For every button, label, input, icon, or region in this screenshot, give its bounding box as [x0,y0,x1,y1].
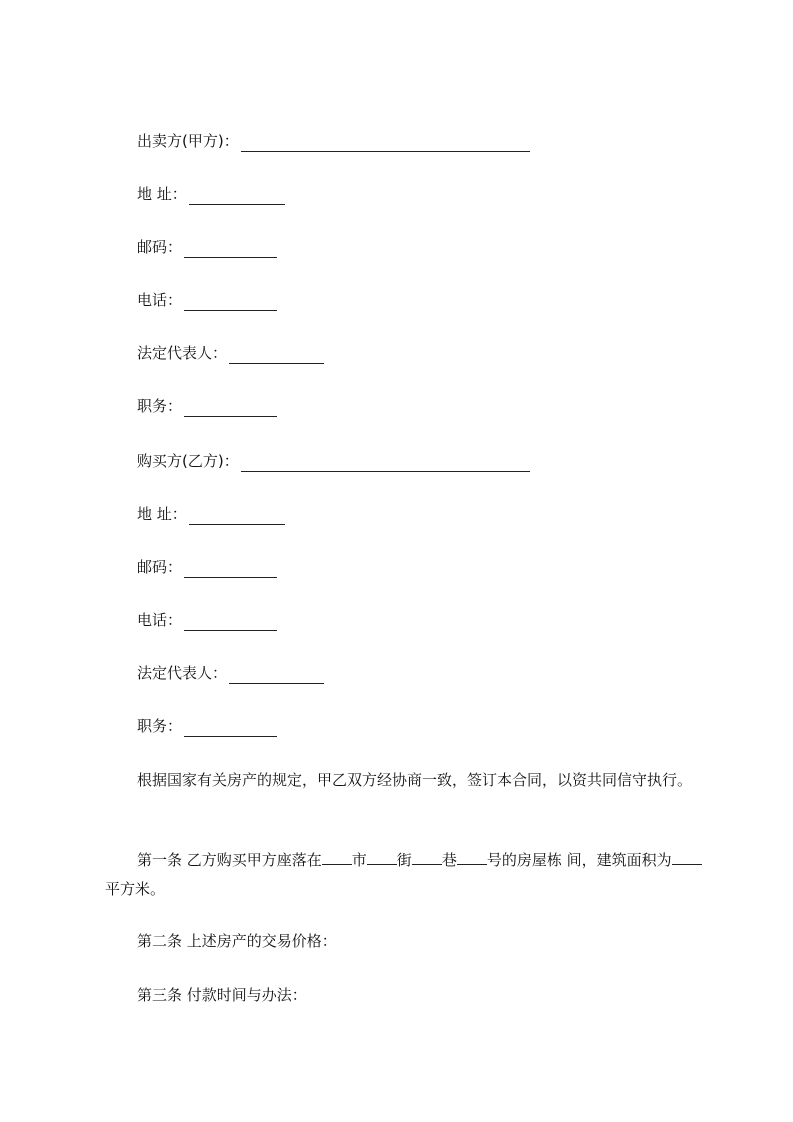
seller-phone-row [137,289,277,311]
buyer-postcode-blank[interactable] [184,560,277,578]
preamble-paragraph: 根据国家有关房产的规定，甲乙双方经协商一致，签订本合同，以资共同信守执行。 [137,771,693,789]
seller-party-blank[interactable] [241,134,530,152]
number-blank[interactable] [457,849,487,865]
seller-rep-row [137,342,324,364]
buyer-party-label: 购买方(乙方)： [137,452,239,470]
buyer-address-blank[interactable] [189,507,285,525]
buyer-phone-blank[interactable] [184,613,277,631]
seller-party-label: 出卖方(甲方)： [137,132,239,150]
buyer-rep-row [137,662,324,684]
buyer-rep-blank[interactable] [229,666,324,684]
city-blank[interactable] [322,849,352,865]
area-blank[interactable] [672,849,702,865]
article-1-text-5: 号的房屋栋 间，建筑面积为 [486,851,672,869]
seller-rep-blank[interactable] [229,346,324,364]
buyer-title-row [137,715,277,737]
seller-postcode-label: 邮码： [137,238,183,256]
seller-postcode-blank[interactable] [184,240,277,258]
buyer-title-blank[interactable] [184,719,277,737]
buyer-postcode-label: 邮码： [137,558,183,576]
buyer-address-label: 地 址： [137,505,187,523]
seller-address-row [137,183,285,205]
seller-address-label: 地 址： [137,185,187,203]
seller-address-blank[interactable] [189,187,285,205]
lane-blank[interactable] [412,849,442,865]
buyer-address-row [137,503,285,525]
buyer-title-label: 职务： [137,717,183,735]
seller-title-row [137,395,277,417]
seller-phone-blank[interactable] [184,293,277,311]
article-1-text-2: 市 [351,851,367,869]
seller-title-blank[interactable] [184,399,277,417]
seller-rep-label: 法定代表人： [137,344,228,362]
seller-title-label: 职务： [137,397,183,415]
article-3-heading: 第三条 付款时间与办法： [137,986,307,1004]
buyer-phone-label: 电话： [137,611,183,629]
seller-party-row [137,130,530,152]
article-1-text-4: 巷 [441,851,457,869]
article-1-paragraph [105,846,705,904]
article-2-heading: 第二条 上述房产的交易价格： [137,932,337,950]
buyer-party-blank[interactable] [241,454,530,472]
seller-phone-label: 电话： [137,291,183,309]
buyer-phone-row [137,609,277,631]
buyer-party-row [137,450,530,472]
article-1-text-1: 第一条 乙方购买甲方座落在 [137,851,322,869]
buyer-rep-label: 法定代表人： [137,664,228,682]
seller-postcode-row [137,236,277,258]
buyer-postcode-row [137,556,277,578]
article-1-text-3: 街 [396,851,412,869]
article-1-text-6: 平方米。 [105,880,166,898]
street-blank[interactable] [367,849,397,865]
